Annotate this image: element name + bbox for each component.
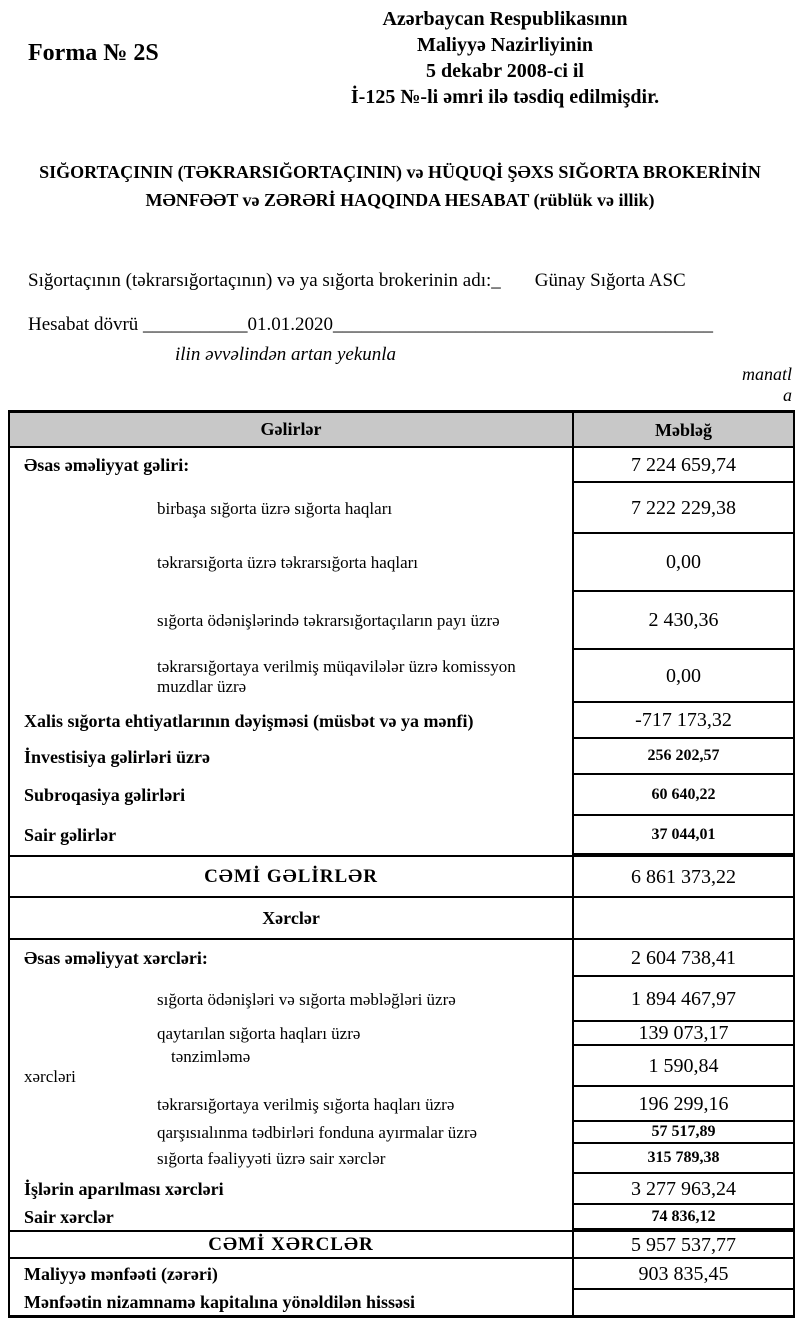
insurer-name-line: [28, 270, 686, 292]
reporting-period-value: 01.01.2020: [247, 314, 334, 335]
row-label: sığorta ödənişlərində təkrarsığortaçıların payı üzrə: [157, 611, 500, 631]
expenses-section-row: [10, 898, 793, 940]
row-label: Xalis sığorta ehtiyatlarının dəyişməsi (müsbət və ya mənfi): [24, 710, 474, 731]
table-row: [10, 977, 793, 1022]
row-value: 7 222 229,38: [572, 483, 793, 534]
table-row: [10, 650, 793, 703]
approval-line: 5 dekabr 2008-ci il: [426, 60, 584, 82]
row-value: 57 517,89: [572, 1122, 793, 1144]
approval-line: Maliyyə Nazirliyinin: [416, 34, 594, 56]
table-row: [10, 483, 793, 534]
row-label: Xərclər: [262, 907, 320, 928]
row-value: 315 789,38: [572, 1144, 793, 1174]
reporting-period-label: Hesabat dövrü: [28, 314, 139, 335]
table-row: [10, 1022, 793, 1046]
approval-line: Azərbaycan Respublikasının: [382, 8, 628, 30]
column-header-amount: Məbləğ: [572, 413, 793, 446]
total-incomes-row: [10, 855, 793, 898]
total-expenses-row: [10, 1230, 793, 1259]
table-row: [10, 534, 793, 592]
cumulative-note: ilin əvvəlindən artan yekunla: [175, 344, 397, 365]
row-label-line1: tənzimləmə: [171, 1046, 251, 1066]
row-label: sığorta fəaliyyəti üzrə sair xərclər: [157, 1149, 386, 1169]
currency-unit-line2: a: [783, 385, 792, 405]
row-value: 1 590,84: [572, 1046, 793, 1087]
row-value: 6 861 373,22: [572, 857, 793, 896]
row-value: 5 957 537,77: [572, 1232, 793, 1257]
row-label: CƏMİ GƏLİRLƏR: [204, 865, 378, 887]
row-label: təkrarsığorta üzrə təkrarsığorta haqları: [157, 553, 419, 573]
row-label: CƏMİ XƏRCLƏR: [208, 1233, 374, 1255]
row-value: 3 277 963,24: [572, 1174, 793, 1205]
row-label-line2: xərcləri: [24, 1066, 76, 1086]
row-value: 196 299,16: [572, 1087, 793, 1122]
approval-line: İ-125 №-li əmri ilə təsdiq edilmişdir.: [350, 86, 660, 108]
row-value: [572, 898, 793, 938]
table-row: [10, 1205, 793, 1230]
page-title-line1: SIĞORTAÇININ (TƏKRARSIĞORTAÇININ) və HÜQUQİ ŞƏXS SIĞORTA BROKERİNİN: [39, 162, 761, 182]
page-title: [0, 158, 800, 214]
reporting-period-line: [28, 314, 713, 336]
income-expense-table: [8, 410, 795, 1318]
table-row: [10, 1087, 793, 1122]
row-value: 256 202,57: [572, 739, 793, 775]
row-label: Sair xərclər: [24, 1207, 114, 1228]
row-value: 0,00: [572, 534, 793, 592]
row-value: 2 604 738,41: [572, 940, 793, 977]
row-value: -717 173,32: [572, 703, 793, 739]
row-label: birbaşa sığorta üzrə sığorta haqları: [157, 498, 393, 518]
row-value: 903 835,45: [572, 1259, 793, 1290]
table-row: [10, 448, 793, 483]
row-value: 2 430,36: [572, 592, 793, 650]
insurer-name-label: Sığortaçının (təkrarsığortaçının) və ya sığorta brokerinin adı:_: [28, 270, 501, 291]
table-row: [10, 1122, 793, 1144]
table-row: [10, 1174, 793, 1205]
insurer-name-value: Günay Sığorta ASC: [534, 270, 686, 291]
row-label: sığorta ödənişləri və sığorta məbləğləri üzrə: [157, 989, 456, 1009]
page-title-line2: MƏNFƏƏT və ZƏRƏRİ HAQQINDA HESABAT (rüblük və illik): [145, 190, 655, 210]
row-value: 74 836,12: [572, 1205, 793, 1230]
row-value: 7 224 659,74: [572, 448, 793, 483]
table-row: [10, 940, 793, 977]
row-label: Mənfəətin nizamnamə kapitalına yönəldilən hissəsi: [24, 1292, 416, 1313]
row-label: İşlərin aparılması xərcləri: [24, 1179, 224, 1200]
underline: ___________: [143, 314, 248, 335]
row-label: qarşısıalınma tədbirləri fonduna ayırmalar üzrə: [157, 1123, 478, 1143]
table-row: [10, 1290, 793, 1318]
currency-unit-note: [742, 364, 792, 406]
table-row: [10, 1046, 793, 1087]
table-row: [10, 703, 793, 739]
row-label: qaytarılan sığorta haqları üzrə: [157, 1024, 361, 1044]
table-row: [10, 739, 793, 775]
row-label: Əsas əməliyyat gəliri:: [24, 455, 190, 476]
row-label: Subroqasiya gəlirləri: [24, 785, 186, 806]
column-header-incomes: Gəlirlər: [260, 419, 322, 440]
row-value: [572, 1290, 793, 1315]
row-value: 0,00: [572, 650, 793, 703]
table-row: [10, 1144, 793, 1174]
row-label: Sair gəlirlər: [24, 825, 117, 846]
underline: ________________________________________: [333, 314, 714, 335]
table-row: [10, 1259, 793, 1290]
row-value: 139 073,17: [572, 1022, 793, 1046]
row-label: Əsas əməliyyat xərcləri:: [24, 948, 208, 969]
table-row: [10, 775, 793, 816]
table-row: [10, 592, 793, 650]
form-number-label: Forma № 2S: [28, 40, 159, 66]
row-label: Maliyyə mənfəəti (zərəri): [24, 1264, 218, 1285]
row-value: 37 044,01: [572, 816, 793, 855]
row-label: təkrarsığortaya verilmiş müqavilələr üzrə komissyon muzdlar üzrə: [157, 656, 516, 696]
approval-note: [210, 6, 800, 110]
row-value: 1 894 467,97: [572, 977, 793, 1022]
table-row: [10, 816, 793, 855]
row-value: 60 640,22: [572, 775, 793, 816]
currency-unit-line1: manatl: [741, 364, 792, 384]
table-header-row: [10, 413, 793, 448]
row-label: təkrarsığortaya verilmiş sığorta haqları üzrə: [157, 1094, 455, 1114]
row-label: [10, 1046, 572, 1087]
row-label: İnvestisiya gəlirləri üzrə: [24, 746, 210, 767]
